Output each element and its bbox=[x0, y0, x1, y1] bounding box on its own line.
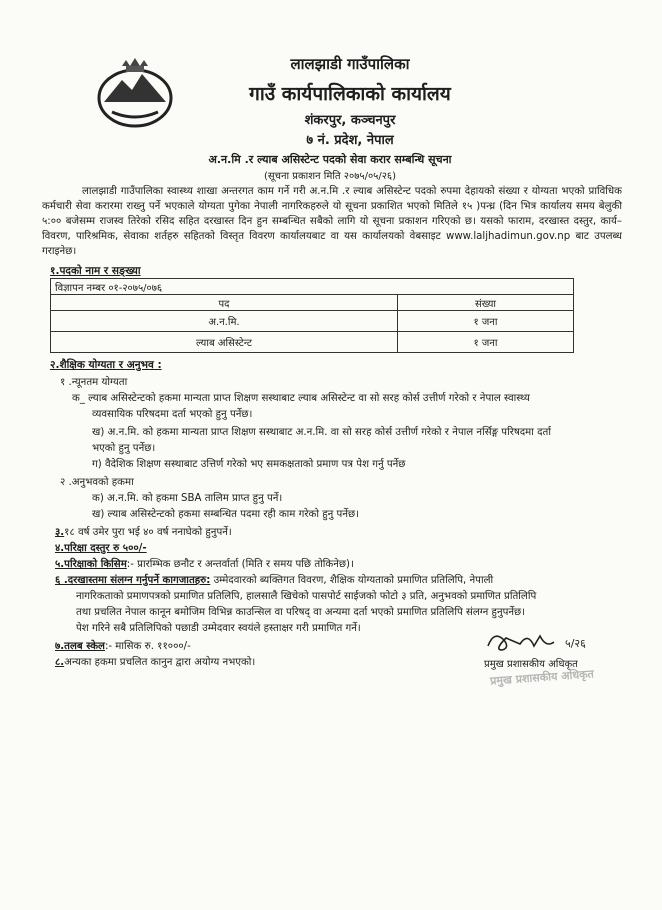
post-name: अ.न.मि. bbox=[51, 311, 398, 332]
section6-heading: ६ .दरखास्तमा संलग्न गर्नुपर्ने कागजातहरु: bbox=[55, 575, 211, 586]
table-header-row bbox=[51, 295, 574, 311]
office-name: गाउँ कार्यपालिकाको कार्यालय bbox=[249, 83, 451, 105]
experience-kh: ख) ल्याब असिस्टेन्टको हकमा सम्बन्धित पदमा रही काम गरेको हुनु पर्नेछ। bbox=[92, 509, 359, 520]
experience-label: २ .अनुभवको हकमा bbox=[60, 477, 134, 488]
notice-title: अ.न.मि .र ल्याब असिस्टेन्ट पदको सेवा करार सम्बन्धि सूचना bbox=[208, 153, 452, 166]
section4 bbox=[55, 540, 147, 554]
nepal-emblem-icon bbox=[92, 52, 178, 132]
signatory-role: प्रमुख प्रशासकीय अधिकृत bbox=[484, 659, 578, 670]
office-location: शंकरपुर, कञ्चनपुर bbox=[304, 113, 396, 128]
section6-line3: तथा प्रचलित नेपाल कानून बमोजिम विभिन्न काउन्सिल वा परिषद् वा अन्यमा दर्ता भएको प्रमाणित प्रतिलिपि संलग्न हुनुपर्नेछ। bbox=[76, 607, 526, 618]
experience-k: क) अ.न.मि. को हकमा SBA तालिम प्राप्त हुनु पर्ने। bbox=[92, 493, 283, 504]
qualification-k-line2: व्यवसायिक परिषदमा दर्ता भएको हुनु पर्नेछ। bbox=[92, 409, 253, 420]
table-row bbox=[51, 332, 574, 353]
table-row bbox=[51, 279, 574, 295]
post-count: १ जना bbox=[397, 311, 573, 332]
published-date: (सूचना प्रकाशन मिति २०७५/०५/२६) bbox=[263, 171, 397, 182]
section6 bbox=[55, 572, 493, 586]
qualification-k-line1: क_ ल्याब असिस्टेन्टको हकमा मान्यता प्राप्त शिक्षण सस्थाबाट ल्याब असिस्टेन्ट वा सो सरह कोर्स उत्तीर्ण गरेको र नेपाल स्वास्थ्य bbox=[72, 393, 530, 404]
qualification-g-line: ग) वैदेशिक शिक्षण सस्थाबाट उत्तिर्ण गरेको भए समकक्षताको प्रमाण पत्र पेश गर्नु पर्नेछ bbox=[92, 459, 406, 470]
province-name: ७ नं. प्रदेश, नेपाल bbox=[306, 133, 394, 148]
section8 bbox=[55, 654, 255, 668]
post-count: १ जना bbox=[397, 332, 573, 353]
posts-table bbox=[50, 278, 574, 353]
section6-line1: उम्मेदवारको ब्यक्तिगत विवरण, शैक्षिक योग्यताको प्रमाणित प्रतिलिपि, नेपाली bbox=[213, 575, 494, 586]
column-header-count: संख्या bbox=[397, 295, 573, 311]
min-qualification-label: १ .न्यूनतम योग्यता bbox=[60, 377, 128, 388]
post-name: ल्याब असिस्टेन्ट bbox=[51, 332, 398, 353]
section8-heading: ८. bbox=[55, 657, 65, 668]
qualification-kh-line1: ख) अ.न.मि. को हकमा मान्यता प्राप्त शिक्षण सस्थाबाट अ.न.मि. वा सो सरह कोर्स उत्तीर्ण गरेको र नेपाल नर्सिङ्ग परिषदमा दर्ता bbox=[92, 427, 552, 438]
table-row bbox=[51, 311, 574, 332]
section6-line2: नागरिकताको प्रमाणपत्रको प्रमाणित प्रतिलिपि, हालसालै खिचेको पासपोर्ट साईजको फोटो ३ प्रति, अनुभवको प्रमाणित प्रतिलिपि bbox=[76, 591, 537, 602]
section5-heading: ५.परिक्षाको किसिम bbox=[55, 559, 127, 570]
section5 bbox=[55, 556, 354, 570]
section6-line4: पेश गरिने सबै प्रतिलिपिको पछाडी उम्मेदवार स्वयंले हस्ताक्षर गरी प्रमाणित गर्ने। bbox=[76, 623, 361, 634]
section7 bbox=[55, 638, 191, 652]
section5-text: :- प्रारम्भिक छनौट र अन्तर्वार्ता (मिति र समय पछि तोकिनेछ)। bbox=[126, 559, 354, 570]
section3 bbox=[55, 524, 232, 538]
advert-number: विज्ञापन नम्बर ०१-२०७५/०७६ bbox=[51, 279, 574, 295]
column-header-post: पद bbox=[51, 295, 398, 311]
municipality-name: लालझाडी गाउँपालिका bbox=[290, 55, 410, 73]
section3-text: १८ वर्ष उमेर पुरा भई ४० वर्ष ननाघेको हुनुपर्ने। bbox=[64, 527, 232, 538]
intro-paragraph: लालझाडी गाउँपालिका स्वास्थ्य शाखा अन्तरगत काम गर्ने गरी अ.न.मि .र ल्याब असिस्टेन्ट पदको रुपमा देहायको संख्या र योग्यता भएको प्राविधिक कर्मचारी सेवा करारमा राख्नु पर्ने भएकाले योग्यता पुगेका नेपाली नागरिकहरुले यो सूचना प्रकाशित भएको मितिले १५ )पन्ध्र (दिन भित्र कार्यालय समय बेलुकी ५:०० बजेसम्म राजस्व तिरेको रसिद सहित दरखास्त दिन हुन सम्बन्धित सबैको लागि यो सूचना प्रकाशन गरिएको छ। यसको फाराम, दरखास्त दस्तुर, कार्य–विवरण, पारिश्रमिक, सेवाका शर्तहरु सहितको विस्तृत विवरण कार्यालयबाट वा यस कार्यालयको वेबसाइट www.laljhadimun.gov.np बाट उपलब्ध गराइनेछ। bbox=[42, 186, 622, 257]
section4-heading: ४.परिक्षा दस्तुर रु ५००/- bbox=[55, 543, 147, 554]
section2-heading: २.शैक्षिक योग्यता र अनुभव : bbox=[50, 359, 162, 371]
signature-date: ५/२६ bbox=[565, 637, 586, 650]
section7-heading: ७.तलब स्केल bbox=[55, 641, 105, 652]
section7-text: :- मासिक रु. ११०००/- bbox=[104, 641, 191, 652]
section3-heading: ३. bbox=[55, 527, 65, 538]
section8-text: अन्यका हकमा प्रचलित कानुन द्वारा अयोग्य नभएको। bbox=[64, 657, 256, 668]
office-stamp: प्रमुख प्रशासकीय अधिकृत bbox=[489, 667, 595, 688]
section1-heading: १.पदको नाम र सङ्ख्या bbox=[50, 265, 141, 277]
qualification-kh-line2: भएको हुनु पर्नेछ। bbox=[92, 443, 156, 454]
